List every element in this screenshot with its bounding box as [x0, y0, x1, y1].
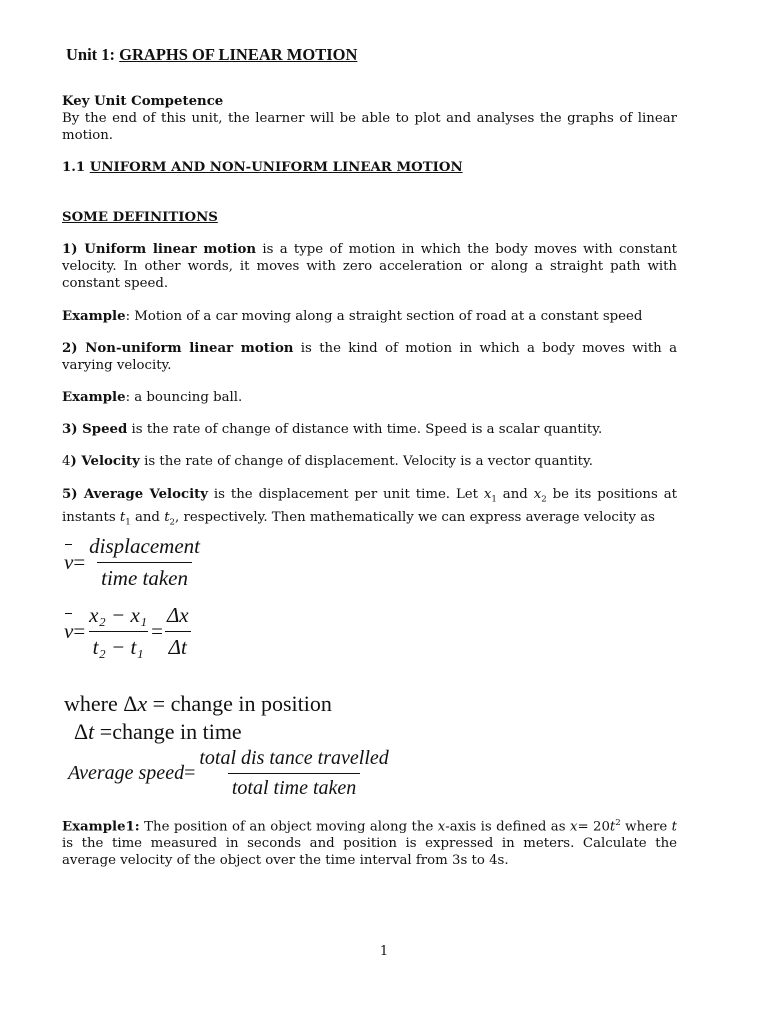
equals-sign: =: [184, 762, 196, 784]
fraction: [195, 747, 392, 800]
delta-symbol: Δ: [123, 691, 138, 716]
var-x: x: [533, 487, 542, 502]
subscript: 2: [169, 517, 176, 528]
delta-symbol: Δ: [74, 719, 89, 744]
denominator: Δt: [165, 631, 191, 660]
example-label: Example: [62, 309, 126, 324]
subscript: 2: [541, 494, 547, 505]
formula-average-speed: [68, 747, 393, 800]
denominator: total time taken: [228, 773, 360, 800]
example-label: Example: [62, 390, 126, 405]
var-t: t: [671, 819, 677, 835]
example-label: Example1:: [62, 819, 140, 835]
section-number: 1.1: [62, 160, 90, 175]
var-x: x: [569, 819, 578, 835]
definition-non-uniform-motion: [62, 340, 677, 374]
equals-sign: =: [151, 619, 163, 643]
fraction: [163, 603, 193, 660]
numerator: Δx: [166, 603, 189, 627]
where-line-position: [64, 690, 332, 718]
key-competence-block: [62, 93, 677, 144]
v-bar-symbol: v: [64, 550, 74, 574]
where-text: where: [64, 691, 124, 716]
var-x: x: [437, 819, 446, 835]
definition-velocity: [62, 453, 677, 470]
section-heading: [62, 160, 463, 175]
unit-title-main: GRAPHS OF LINEAR MOTION: [119, 45, 358, 64]
where-text: =change in time: [94, 719, 242, 744]
definition-speed: [62, 421, 677, 438]
subscript: 1: [125, 517, 131, 528]
definition-text: is the kind of motion in which a body moves with a varying velocity.: [62, 341, 677, 373]
formula-average-velocity-words: [64, 534, 204, 591]
subscript: 1: [491, 494, 497, 505]
definition-text: is the rate of change of distance with time. Speed is a scalar quantity.: [127, 422, 603, 437]
definition-text: , respectively. Then mathematically we can express average velocity as: [175, 509, 655, 525]
formula-average-velocity-symbols: [64, 603, 193, 660]
definition-text: is a type of motion in which the body moves with constant velocity. In other words, it moves with zero acceleration or along a straight path with constant speed.: [62, 242, 678, 291]
numerator: x₂ − x₁: [89, 603, 148, 627]
example-text: where: [620, 819, 672, 835]
definition-number: 4: [62, 454, 71, 469]
definition-text: be its positions at instants: [62, 487, 677, 525]
definition-text: is the rate of change of displacement. Velocity is a vector quantity.: [139, 454, 593, 469]
where-definitions: [64, 690, 332, 746]
example-text: : a bouncing ball.: [125, 390, 243, 405]
page-number: 1: [379, 944, 389, 959]
definition-term: ) Velocity: [70, 454, 140, 469]
fraction: [85, 534, 204, 591]
var-t: t: [88, 719, 95, 744]
example-text: -axis is defined as: [445, 819, 570, 835]
example-uniform-motion: [62, 308, 677, 325]
worked-example: [62, 815, 677, 869]
equals-sign: =: [73, 550, 86, 574]
fraction: [85, 603, 151, 660]
var-t: t: [609, 819, 616, 835]
definition-text: and: [130, 509, 165, 525]
var-x: x: [137, 691, 148, 716]
example-text: = 20: [577, 819, 610, 835]
definition-term: 5) Average Velocity: [62, 487, 208, 502]
example-non-uniform-motion: [62, 389, 677, 406]
var-x: x: [483, 487, 492, 502]
definition-term: 2) Non-uniform linear motion: [62, 341, 294, 356]
definition-term: 1) Uniform linear motion: [62, 242, 257, 257]
numerator: displacement: [89, 534, 200, 558]
definitions-heading: SOME DEFINITIONS: [62, 210, 218, 225]
superscript: 2: [615, 818, 621, 828]
denominator: time taken: [97, 562, 192, 591]
example-text: is the time measured in seconds and position is expressed in meters. Calculate the average velocity of the object over the time interval from 3s to 4s.: [62, 836, 677, 869]
definition-average-velocity: [62, 486, 677, 531]
definition-term: 3) Speed: [62, 422, 128, 437]
definition-text: and: [496, 487, 534, 502]
numerator: total dis tance travelled: [199, 747, 389, 769]
definition-text: is the displacement per unit time. Let: [208, 487, 484, 502]
denominator: t₂ − t₁: [89, 631, 148, 660]
where-line-time: [64, 718, 332, 746]
unit-title-prefix: Unit 1:: [66, 45, 120, 64]
equals-sign: =: [73, 619, 86, 643]
var-t: t: [119, 509, 126, 525]
average-speed-label: Average speed: [68, 762, 185, 784]
var-t: t: [164, 509, 170, 525]
where-text: = change in position: [147, 691, 332, 716]
v-bar-symbol: v: [64, 619, 74, 643]
unit-title: [66, 45, 357, 65]
example-text: The position of an object moving along the: [139, 819, 438, 835]
key-competence-text: By the end of this unit, the learner will be able to plot and analyses the graphs of linear motion.: [62, 111, 677, 143]
definition-uniform-motion: [62, 241, 677, 292]
section-title: UNIFORM AND NON-UNIFORM LINEAR MOTION: [89, 160, 463, 175]
key-competence-heading: Key Unit Competence: [62, 94, 224, 109]
example-text: : Motion of a car moving along a straight section of road at a constant speed: [125, 309, 643, 324]
